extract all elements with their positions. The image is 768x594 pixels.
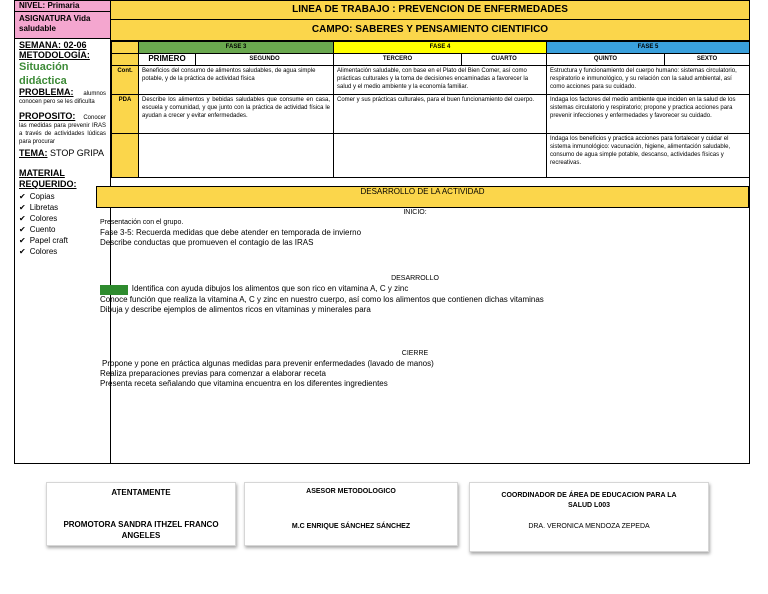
pda-row-label: PDA [112, 95, 139, 134]
inicio-line: Describe conductas que promueven el contagio de las IRAS [100, 238, 314, 247]
firma-asesor-box [244, 482, 458, 546]
material-list [19, 191, 106, 257]
firma-promotora-box [46, 482, 236, 546]
material-item: ✔ Copias [19, 191, 106, 202]
inicio-heading: INICIO: [403, 209, 427, 216]
pda-fase4: Comer y sus prácticas culturales, para el buen funcionamiento del cuerpo. [334, 95, 547, 134]
material-label: MATERIAL REQUERIDO: [19, 168, 77, 189]
fases-table [111, 41, 750, 178]
promotora-name: PROMOTORA SANDRA ITHZEL FRANCO ANGELES [63, 520, 219, 540]
cont-fase3: Beneficios del consumo de alimentos saludables, de agua simple potable, y de la práctica de actividad física [139, 66, 334, 95]
pda-fase5-extra: Indaga los beneficios y practica acciones para fortalecer y cuidar el sistema inmunológico: vacunación, higiene, alimentación saludable, consumo de agua simple potable, descanso, actividades físicas y recreativas. [547, 134, 750, 178]
atentamente-label: ATENTAMENTE [111, 488, 171, 497]
tema-label: TEMA: [19, 148, 48, 158]
cont-fase5: Estructura y funcionamiento del cuerpo humano: sistemas circulatorio, respiratorio e inmunológico, y su relación con la salud ambiental, así como acciones para su cuidado. [547, 66, 750, 95]
problema-label: PROBLEMA: [19, 87, 74, 97]
main-area [111, 1, 749, 178]
pda-fase3: Describe los alimentos y bebidas saludables que consume en casa, escuela y comunidad, y que junto con la práctica de actividad física le ayudan a crecer y evitar enfermedades. [139, 95, 334, 134]
nivel-cell: NIVEL: Primaria [15, 1, 110, 12]
situacion-text: Situación didáctica [19, 61, 69, 87]
material-item: ✔ Libretas [19, 202, 106, 213]
cierre-line: Propone y pone en práctica algunas medidas para prevenir enfermedades (lavado de manos) [102, 359, 434, 368]
grado-header: CUARTO [462, 54, 547, 66]
asesor-name: M.C ENRIQUE SÁNCHEZ SÁNCHEZ [291, 523, 411, 530]
desarrollo-line: Dibuja y describe ejemplos de alimentos ricos en vitaminas y minerales para [100, 305, 371, 314]
fase4-header: FASE 4 [334, 42, 547, 54]
material-item: ✔ Papel craft [19, 235, 106, 246]
tema-text: STOP GRIPA [50, 148, 105, 158]
asignatura-cell: ASIGNATURA Vida saludable [15, 12, 110, 39]
proposito-text: Conocer las medidas para prevenir IRAS a través de actividades lúdicas para procurar [19, 115, 106, 145]
desarrollo-line: Identifica con ayuda dibujos los alimentos que son rico en vitamina A, C y zinc [131, 284, 409, 293]
coordinador-name: DRA. VERONICA MENDOZA ZEPEDA [528, 523, 650, 530]
material-item: ✔ Cuento [19, 224, 106, 235]
coordinador-label: COORDINADOR DE ÁREA DE EDUCACION PARA LA SALUD L003 [501, 492, 677, 509]
grado-header: QUINTO [547, 54, 665, 66]
cont-fase4: Alimentación saludable, con base en el Plato del Bien Comer, así como prácticas culturales y la toma de decisiones encaminadas a favorecer la salud y el medio ambiente y la economía familiar. [334, 66, 547, 95]
fase3-header: FASE 3 [139, 42, 334, 54]
fase5-header: FASE 5 [547, 42, 750, 54]
material-item: ✔ Colores [19, 246, 106, 257]
actividad-content [100, 208, 730, 389]
grado-header: TERCERO [334, 54, 462, 66]
problema-text: alumnos conocen pero se les dificulta [19, 91, 106, 105]
asesor-label: ASESOR METODOLOGICO [306, 488, 396, 495]
campo-title: CAMPO: SABERES Y PENSAMIENTO CIENTIFICO [111, 20, 749, 41]
material-item: ✔ Colores [19, 213, 106, 224]
cont-row-label: Cont. [112, 66, 139, 95]
grado-header: PRIMERO [139, 54, 196, 66]
desarrollo-heading: DESARROLLO [391, 275, 439, 282]
grado-header: SEGUNDO [196, 54, 334, 66]
pda-fase5: Indaga los factores del medio ambiente que inciden en la salud de los sistemas circulatorio y respiratorio; propone y practica acciones para prevenir infecciones y enfermedades y favorecer su cuidado. [547, 95, 750, 134]
inicio-line: Presentación con el grupo. [100, 219, 184, 226]
metodologia-label: METODOLOGÍA: [19, 50, 90, 60]
grado-header: SEXTO [665, 54, 750, 66]
fase3-tag: FASE 3 [102, 286, 126, 293]
desarrollo-line: Conoce función que realiza la vitamina A, C y zinc en nuestro cuerpo, así como los alimentos que contienen dichas vitaminas [100, 295, 544, 304]
inicio-line: Fase 3-5: Recuerda medidas que debe atender en temporada de invierno [100, 228, 362, 237]
semana-label: SEMANA: 02-06 [19, 40, 87, 50]
cierre-heading: CIERRE [401, 350, 429, 357]
firma-coordinador-box [469, 482, 709, 552]
cierre-line: Presenta receta señalando que vitamina encuentra en los diferentes ingredientes [100, 379, 388, 388]
proposito-label: PROPOSITO: [19, 111, 76, 121]
left-info-column [15, 1, 111, 463]
desarrollo-actividad-bar: DESARROLLO DE LA ACTIVIDAD [96, 186, 749, 208]
linea-trabajo-title: LINEA DE TRABAJO : PREVENCION DE ENFERMEDADES [111, 1, 749, 20]
cierre-line: Realiza preparaciones previas para comenzar a elaborar receta [100, 369, 326, 378]
